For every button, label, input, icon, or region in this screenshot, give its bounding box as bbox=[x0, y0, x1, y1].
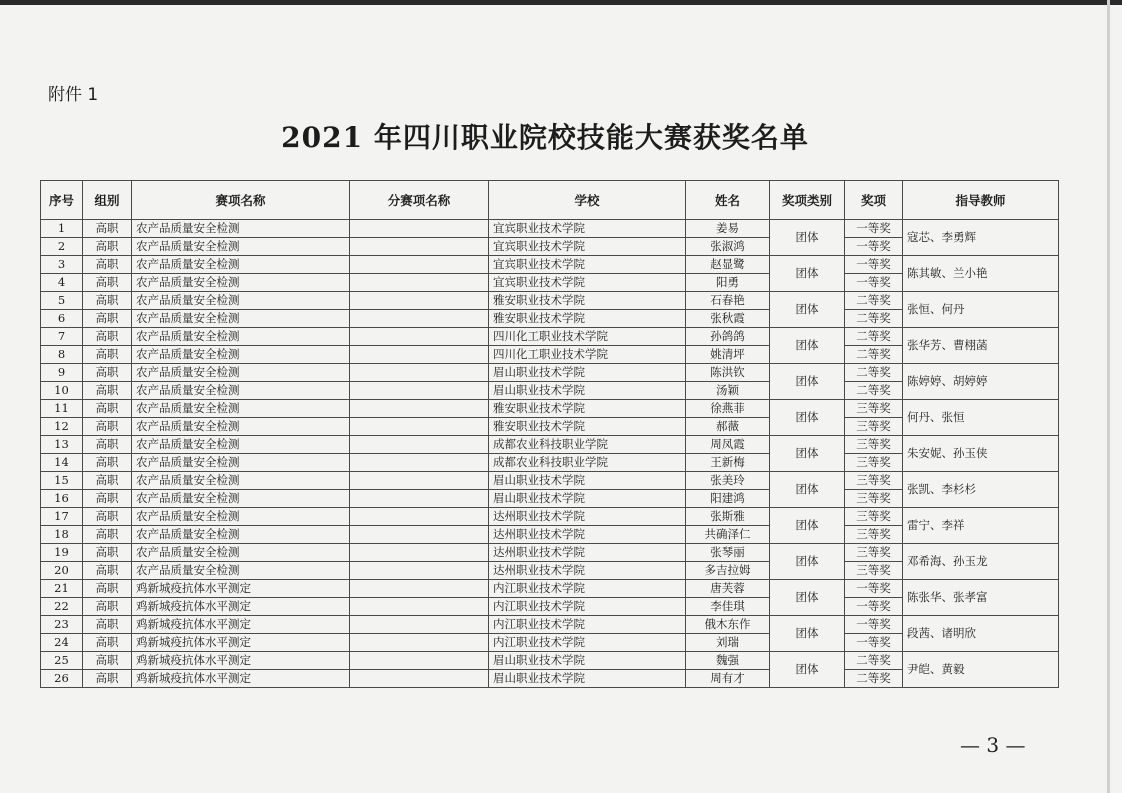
cell-sub-event bbox=[350, 490, 489, 508]
cell-name: 陈洪钦 bbox=[686, 364, 770, 382]
cell-award-category: 团体 bbox=[770, 256, 845, 292]
cell-event: 农产品质量安全检测 bbox=[132, 526, 350, 544]
cell-group: 高职 bbox=[83, 598, 132, 616]
cell-award: 三等奖 bbox=[845, 562, 903, 580]
cell-event: 农产品质量安全检测 bbox=[132, 310, 350, 328]
cell-school: 四川化工职业技术学院 bbox=[489, 346, 686, 364]
cell-teachers: 寇芯、李勇辉 bbox=[903, 220, 1059, 256]
cell-school: 成都农业科技职业学院 bbox=[489, 436, 686, 454]
cell-group: 高职 bbox=[83, 256, 132, 274]
cell-name: 俄木东作 bbox=[686, 616, 770, 634]
cell-school: 雅安职业技术学院 bbox=[489, 310, 686, 328]
cell-group: 高职 bbox=[83, 292, 132, 310]
cell-school: 内江职业技术学院 bbox=[489, 616, 686, 634]
table-row bbox=[41, 328, 1059, 346]
table-row bbox=[41, 544, 1059, 562]
header-cell: 赛项名称 bbox=[132, 181, 350, 220]
cell-serial: 23 bbox=[41, 616, 83, 634]
header-cell: 指导教师 bbox=[903, 181, 1059, 220]
cell-event: 农产品质量安全检测 bbox=[132, 544, 350, 562]
cell-serial: 6 bbox=[41, 310, 83, 328]
cell-serial: 18 bbox=[41, 526, 83, 544]
cell-name: 张美玲 bbox=[686, 472, 770, 490]
cell-event: 鸡新城疫抗体水平测定 bbox=[132, 598, 350, 616]
cell-name: 郝薇 bbox=[686, 418, 770, 436]
cell-award: 一等奖 bbox=[845, 256, 903, 274]
cell-teachers: 陈张华、张孝富 bbox=[903, 580, 1059, 616]
cell-sub-event bbox=[350, 634, 489, 652]
cell-serial: 17 bbox=[41, 508, 83, 526]
table-row bbox=[41, 436, 1059, 454]
cell-name: 姚清坪 bbox=[686, 346, 770, 364]
cell-name: 阳勇 bbox=[686, 274, 770, 292]
cell-name: 魏强 bbox=[686, 652, 770, 670]
cell-event: 农产品质量安全检测 bbox=[132, 346, 350, 364]
cell-sub-event bbox=[350, 598, 489, 616]
cell-teachers: 张恒、何丹 bbox=[903, 292, 1059, 328]
cell-award-category: 团体 bbox=[770, 220, 845, 256]
cell-award: 三等奖 bbox=[845, 508, 903, 526]
cell-award: 一等奖 bbox=[845, 220, 903, 238]
cell-sub-event bbox=[350, 382, 489, 400]
cell-name: 姜易 bbox=[686, 220, 770, 238]
scan-top-edge bbox=[0, 0, 1122, 5]
cell-school: 宜宾职业技术学院 bbox=[489, 220, 686, 238]
cell-serial: 7 bbox=[41, 328, 83, 346]
cell-event: 农产品质量安全检测 bbox=[132, 436, 350, 454]
cell-teachers: 张华芳、曹栩菡 bbox=[903, 328, 1059, 364]
cell-school: 眉山职业技术学院 bbox=[489, 670, 686, 688]
cell-sub-event bbox=[350, 364, 489, 382]
cell-award-category: 团体 bbox=[770, 292, 845, 328]
cell-group: 高职 bbox=[83, 652, 132, 670]
cell-sub-event bbox=[350, 346, 489, 364]
cell-group: 高职 bbox=[83, 346, 132, 364]
cell-award-category: 团体 bbox=[770, 436, 845, 472]
cell-award-category: 团体 bbox=[770, 652, 845, 688]
cell-serial: 20 bbox=[41, 562, 83, 580]
cell-sub-event bbox=[350, 580, 489, 598]
cell-school: 达州职业技术学院 bbox=[489, 562, 686, 580]
cell-sub-event bbox=[350, 526, 489, 544]
cell-sub-event bbox=[350, 436, 489, 454]
cell-group: 高职 bbox=[83, 436, 132, 454]
cell-event: 农产品质量安全检测 bbox=[132, 490, 350, 508]
cell-group: 高职 bbox=[83, 274, 132, 292]
attachment-label: 附件 1 bbox=[48, 85, 99, 105]
cell-serial: 2 bbox=[41, 238, 83, 256]
cell-teachers: 陈其敏、兰小艳 bbox=[903, 256, 1059, 292]
cell-award: 一等奖 bbox=[845, 580, 903, 598]
cell-group: 高职 bbox=[83, 382, 132, 400]
cell-event: 农产品质量安全检测 bbox=[132, 418, 350, 436]
cell-teachers: 陈婷婷、胡婷婷 bbox=[903, 364, 1059, 400]
cell-group: 高职 bbox=[83, 454, 132, 472]
cell-award: 一等奖 bbox=[845, 274, 903, 292]
table-row bbox=[41, 292, 1059, 310]
cell-serial: 26 bbox=[41, 670, 83, 688]
cell-sub-event bbox=[350, 238, 489, 256]
cell-serial: 15 bbox=[41, 472, 83, 490]
cell-school: 内江职业技术学院 bbox=[489, 580, 686, 598]
cell-award: 二等奖 bbox=[845, 382, 903, 400]
header-cell: 学校 bbox=[489, 181, 686, 220]
cell-award-category: 团体 bbox=[770, 616, 845, 652]
cell-group: 高职 bbox=[83, 670, 132, 688]
cell-serial: 19 bbox=[41, 544, 83, 562]
cell-event: 农产品质量安全检测 bbox=[132, 238, 350, 256]
cell-award-category: 团体 bbox=[770, 364, 845, 400]
cell-name: 周凤霞 bbox=[686, 436, 770, 454]
cell-group: 高职 bbox=[83, 508, 132, 526]
cell-award: 一等奖 bbox=[845, 598, 903, 616]
cell-award: 二等奖 bbox=[845, 652, 903, 670]
cell-sub-event bbox=[350, 472, 489, 490]
cell-name: 李佳琪 bbox=[686, 598, 770, 616]
cell-event: 农产品质量安全检测 bbox=[132, 454, 350, 472]
cell-serial: 22 bbox=[41, 598, 83, 616]
cell-award: 三等奖 bbox=[845, 490, 903, 508]
cell-school: 四川化工职业技术学院 bbox=[489, 328, 686, 346]
page-number: — 3 — bbox=[960, 733, 1026, 757]
cell-sub-event bbox=[350, 256, 489, 274]
header-cell: 姓名 bbox=[686, 181, 770, 220]
document-title: 2021 年四川职业院校技能大赛获奖名单 bbox=[281, 121, 809, 154]
cell-serial: 5 bbox=[41, 292, 83, 310]
table-row bbox=[41, 256, 1059, 274]
table-row bbox=[41, 400, 1059, 418]
cell-serial: 13 bbox=[41, 436, 83, 454]
table-row bbox=[41, 220, 1059, 238]
cell-serial: 3 bbox=[41, 256, 83, 274]
cell-school: 眉山职业技术学院 bbox=[489, 652, 686, 670]
cell-award-category: 团体 bbox=[770, 400, 845, 436]
cell-school: 宜宾职业技术学院 bbox=[489, 274, 686, 292]
cell-name: 阳建鸿 bbox=[686, 490, 770, 508]
cell-event: 农产品质量安全检测 bbox=[132, 328, 350, 346]
cell-name: 多吉拉姆 bbox=[686, 562, 770, 580]
cell-group: 高职 bbox=[83, 238, 132, 256]
cell-award: 一等奖 bbox=[845, 616, 903, 634]
cell-sub-event bbox=[350, 328, 489, 346]
cell-group: 高职 bbox=[83, 220, 132, 238]
cell-name: 张淑鸿 bbox=[686, 238, 770, 256]
cell-event: 农产品质量安全检测 bbox=[132, 562, 350, 580]
cell-group: 高职 bbox=[83, 310, 132, 328]
cell-name: 刘瑞 bbox=[686, 634, 770, 652]
cell-sub-event bbox=[350, 292, 489, 310]
cell-school: 内江职业技术学院 bbox=[489, 634, 686, 652]
header-cell: 分赛项名称 bbox=[350, 181, 489, 220]
cell-school: 雅安职业技术学院 bbox=[489, 400, 686, 418]
table-header-row bbox=[41, 181, 1059, 220]
cell-teachers: 何丹、张恒 bbox=[903, 400, 1059, 436]
cell-sub-event bbox=[350, 652, 489, 670]
cell-award-category: 团体 bbox=[770, 544, 845, 580]
cell-award: 三等奖 bbox=[845, 436, 903, 454]
cell-serial: 12 bbox=[41, 418, 83, 436]
cell-event: 农产品质量安全检测 bbox=[132, 256, 350, 274]
cell-award: 二等奖 bbox=[845, 310, 903, 328]
cell-event: 农产品质量安全检测 bbox=[132, 274, 350, 292]
cell-name: 石春艳 bbox=[686, 292, 770, 310]
cell-award: 三等奖 bbox=[845, 400, 903, 418]
cell-serial: 16 bbox=[41, 490, 83, 508]
cell-name: 共确泽仁 bbox=[686, 526, 770, 544]
cell-event: 鸡新城疫抗体水平测定 bbox=[132, 634, 350, 652]
cell-serial: 10 bbox=[41, 382, 83, 400]
table-row bbox=[41, 652, 1059, 670]
cell-group: 高职 bbox=[83, 490, 132, 508]
cell-serial: 25 bbox=[41, 652, 83, 670]
cell-serial: 21 bbox=[41, 580, 83, 598]
cell-event: 鸡新城疫抗体水平测定 bbox=[132, 670, 350, 688]
cell-award: 二等奖 bbox=[845, 364, 903, 382]
cell-award-category: 团体 bbox=[770, 328, 845, 364]
table-row bbox=[41, 508, 1059, 526]
cell-school: 眉山职业技术学院 bbox=[489, 364, 686, 382]
cell-group: 高职 bbox=[83, 364, 132, 382]
header-cell: 奖项类别 bbox=[770, 181, 845, 220]
cell-event: 鸡新城疫抗体水平测定 bbox=[132, 616, 350, 634]
cell-name: 张琴丽 bbox=[686, 544, 770, 562]
cell-award: 二等奖 bbox=[845, 292, 903, 310]
header-cell: 组别 bbox=[83, 181, 132, 220]
cell-group: 高职 bbox=[83, 616, 132, 634]
cell-school: 宜宾职业技术学院 bbox=[489, 238, 686, 256]
cell-sub-event bbox=[350, 220, 489, 238]
cell-award: 三等奖 bbox=[845, 526, 903, 544]
cell-sub-event bbox=[350, 310, 489, 328]
cell-award-category: 团体 bbox=[770, 580, 845, 616]
cell-award-category: 团体 bbox=[770, 472, 845, 508]
cell-event: 农产品质量安全检测 bbox=[132, 472, 350, 490]
cell-school: 眉山职业技术学院 bbox=[489, 472, 686, 490]
cell-event: 农产品质量安全检测 bbox=[132, 364, 350, 382]
cell-sub-event bbox=[350, 562, 489, 580]
cell-name: 徐燕菲 bbox=[686, 400, 770, 418]
cell-event: 农产品质量安全检测 bbox=[132, 508, 350, 526]
cell-name: 张秋霞 bbox=[686, 310, 770, 328]
cell-award: 一等奖 bbox=[845, 238, 903, 256]
cell-award: 二等奖 bbox=[845, 670, 903, 688]
cell-event: 农产品质量安全检测 bbox=[132, 400, 350, 418]
cell-award: 三等奖 bbox=[845, 454, 903, 472]
cell-group: 高职 bbox=[83, 526, 132, 544]
cell-serial: 14 bbox=[41, 454, 83, 472]
cell-serial: 8 bbox=[41, 346, 83, 364]
cell-school: 雅安职业技术学院 bbox=[489, 292, 686, 310]
cell-teachers: 段茜、诸明欣 bbox=[903, 616, 1059, 652]
cell-group: 高职 bbox=[83, 580, 132, 598]
cell-name: 汤颖 bbox=[686, 382, 770, 400]
cell-group: 高职 bbox=[83, 472, 132, 490]
cell-award: 三等奖 bbox=[845, 472, 903, 490]
table-row bbox=[41, 364, 1059, 382]
cell-teachers: 雷宁、李祥 bbox=[903, 508, 1059, 544]
cell-group: 高职 bbox=[83, 562, 132, 580]
cell-serial: 9 bbox=[41, 364, 83, 382]
cell-event: 农产品质量安全检测 bbox=[132, 292, 350, 310]
cell-teachers: 邓希海、孙玉龙 bbox=[903, 544, 1059, 580]
cell-teachers: 朱安妮、孙玉侠 bbox=[903, 436, 1059, 472]
cell-sub-event bbox=[350, 670, 489, 688]
cell-name: 张斯雅 bbox=[686, 508, 770, 526]
cell-event: 农产品质量安全检测 bbox=[132, 382, 350, 400]
cell-group: 高职 bbox=[83, 400, 132, 418]
cell-school: 达州职业技术学院 bbox=[489, 526, 686, 544]
cell-school: 宜宾职业技术学院 bbox=[489, 256, 686, 274]
table-row bbox=[41, 580, 1059, 598]
cell-award: 三等奖 bbox=[845, 418, 903, 436]
table-body bbox=[41, 220, 1059, 688]
cell-name: 周有才 bbox=[686, 670, 770, 688]
cell-teachers: 尹皑、黄毅 bbox=[903, 652, 1059, 688]
cell-teachers: 张凯、李杉杉 bbox=[903, 472, 1059, 508]
cell-event: 鸡新城疫抗体水平测定 bbox=[132, 652, 350, 670]
cell-sub-event bbox=[350, 616, 489, 634]
cell-sub-event bbox=[350, 418, 489, 436]
header-cell: 序号 bbox=[41, 181, 83, 220]
cell-name: 王新梅 bbox=[686, 454, 770, 472]
table-row bbox=[41, 616, 1059, 634]
cell-sub-event bbox=[350, 400, 489, 418]
cell-award: 二等奖 bbox=[845, 328, 903, 346]
cell-name: 孙鸽鸽 bbox=[686, 328, 770, 346]
cell-sub-event bbox=[350, 454, 489, 472]
cell-award-category: 团体 bbox=[770, 508, 845, 544]
cell-sub-event bbox=[350, 508, 489, 526]
cell-event: 鸡新城疫抗体水平测定 bbox=[132, 580, 350, 598]
cell-award: 二等奖 bbox=[845, 346, 903, 364]
cell-name: 唐芙蓉 bbox=[686, 580, 770, 598]
table-row bbox=[41, 472, 1059, 490]
cell-school: 达州职业技术学院 bbox=[489, 544, 686, 562]
scan-right-edge bbox=[1107, 0, 1110, 793]
cell-school: 达州职业技术学院 bbox=[489, 508, 686, 526]
cell-serial: 4 bbox=[41, 274, 83, 292]
header-cell: 奖项 bbox=[845, 181, 903, 220]
cell-school: 成都农业科技职业学院 bbox=[489, 454, 686, 472]
cell-group: 高职 bbox=[83, 544, 132, 562]
cell-group: 高职 bbox=[83, 634, 132, 652]
cell-award: 一等奖 bbox=[845, 634, 903, 652]
cell-sub-event bbox=[350, 544, 489, 562]
cell-award: 三等奖 bbox=[845, 544, 903, 562]
cell-sub-event bbox=[350, 274, 489, 292]
cell-school: 眉山职业技术学院 bbox=[489, 382, 686, 400]
cell-serial: 1 bbox=[41, 220, 83, 238]
awards-table bbox=[40, 180, 1059, 688]
cell-name: 赵显鹭 bbox=[686, 256, 770, 274]
cell-school: 眉山职业技术学院 bbox=[489, 490, 686, 508]
cell-group: 高职 bbox=[83, 418, 132, 436]
cell-school: 内江职业技术学院 bbox=[489, 598, 686, 616]
cell-serial: 24 bbox=[41, 634, 83, 652]
cell-serial: 11 bbox=[41, 400, 83, 418]
cell-school: 雅安职业技术学院 bbox=[489, 418, 686, 436]
cell-event: 农产品质量安全检测 bbox=[132, 220, 350, 238]
cell-group: 高职 bbox=[83, 328, 132, 346]
